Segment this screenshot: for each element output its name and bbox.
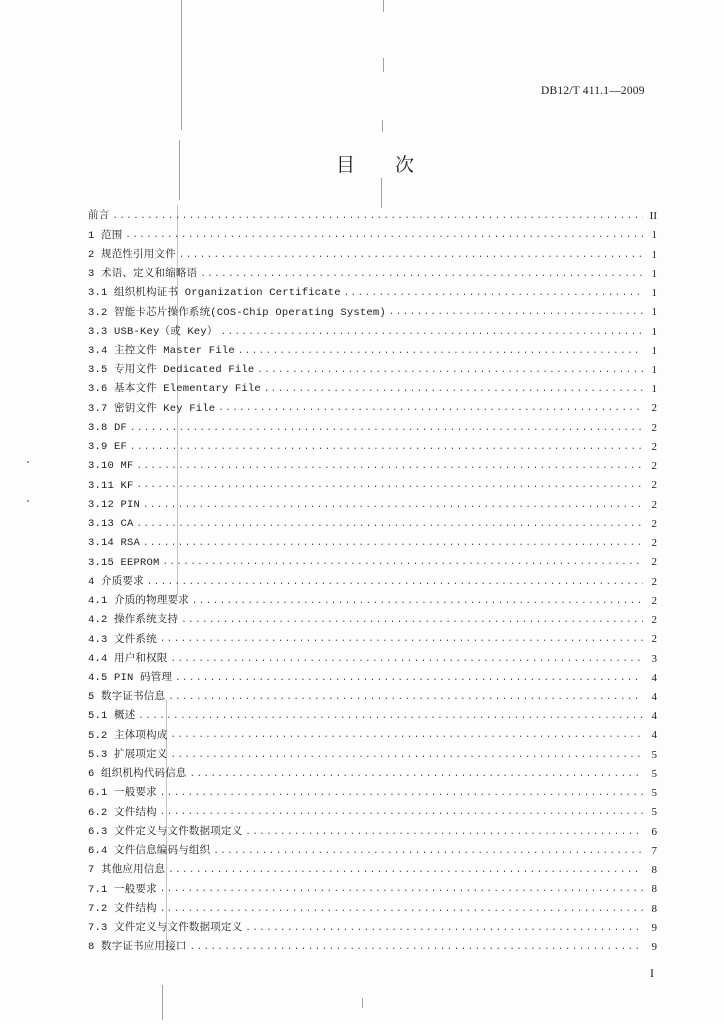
scan-artifact-line [179, 140, 180, 200]
toc-entry [88, 380, 657, 399]
dot-leader [344, 289, 643, 298]
toc-entry-label: 3.10 MF [88, 460, 134, 473]
toc-entry-label: 3.2 智能卡芯片操作系统(COS-Chip Operating System) [88, 306, 386, 319]
toc-entry [88, 265, 657, 284]
toc-entry-page: 9 [651, 941, 657, 954]
page-title: 目 次 [336, 154, 415, 176]
toc-entry [88, 938, 657, 957]
dot-leader [245, 828, 643, 837]
toc-entry-page: 1 [651, 344, 657, 357]
toc-entry [88, 476, 657, 495]
toc-entry-label: 4.1 介质的物理要求 [88, 595, 189, 608]
toc-entry [88, 649, 657, 668]
toc-entry-label: 3.7 密钥文件 Key File [88, 402, 216, 415]
toc-entry-label: 3.6 基本文件 Elementary File [88, 383, 261, 396]
toc-entry-page: 2 [651, 614, 657, 627]
toc-entry-page: 2 [651, 479, 657, 492]
toc-entry-label: 3.3 USB-Key（或 Key） [88, 325, 218, 338]
toc-entry-label: 3.15 EEPROM [88, 556, 160, 569]
dot-leader [143, 539, 643, 548]
toc-entry-label: 前言 [88, 210, 110, 223]
scan-artifact-dot [27, 500, 29, 502]
dot-leader [112, 212, 643, 221]
dot-leader [213, 847, 643, 856]
toc-entry-label: 7.3 文件定义与文件数据项定义 [88, 922, 243, 935]
toc-entry [88, 592, 657, 611]
toc-entry-label: 5.3 扩展项定义 [88, 748, 168, 761]
toc-entry-label: 3.1 组织机构证书 Organization Certificate [88, 287, 341, 300]
toc-entry-page: 2 [651, 594, 657, 607]
toc-entry-page: 5 [651, 748, 657, 761]
toc-entry [88, 784, 657, 803]
toc-entry-label: 3.14 RSA [88, 537, 141, 550]
dot-leader [143, 501, 643, 510]
dot-leader [137, 481, 643, 490]
toc-entry [88, 842, 657, 861]
toc-entry [88, 669, 657, 688]
toc-entry-label: 6.3 文件定义与文件数据项定义 [88, 825, 243, 838]
toc-entry-label: 3 术语、定义和缩略语 [88, 268, 198, 281]
toc-entry-label: 4.2 操作系统支持 [88, 614, 179, 627]
toc-entry-page: II [649, 210, 657, 223]
dot-leader [181, 616, 643, 625]
toc-entry [88, 399, 657, 418]
toc-entry-label: 8 数字证书应用接口 [88, 941, 187, 954]
toc-entry-label: 4 介质要求 [88, 575, 144, 588]
toc-entry [88, 611, 657, 630]
toc-entry-page: 6 [651, 825, 657, 838]
scan-artifact-line [362, 998, 363, 1008]
toc-entry-page: 2 [651, 556, 657, 569]
scan-artifact-dot [27, 461, 29, 463]
toc-entry-page: 1 [651, 306, 657, 319]
toc-entry-page: 4 [651, 710, 657, 723]
toc-entry-page: 2 [651, 421, 657, 434]
toc-entry-label: 3.8 DF [88, 421, 128, 434]
toc-entry-label: 4.5 PIN 码管理 [88, 671, 173, 684]
toc-entry-label: 3.4 主控文件 Master File [88, 345, 235, 357]
toc-entry [88, 880, 657, 899]
dot-leader [130, 424, 643, 433]
toc-entry-page: 1 [651, 248, 657, 261]
toc-entry-label: 7.2 文件结构 [88, 902, 157, 915]
toc-entry-label: 5.2 主体项构成 [88, 729, 168, 742]
toc-entry [88, 226, 657, 245]
toc-entry-page: 5 [651, 767, 657, 780]
dot-leader [218, 404, 643, 413]
toc-entry [88, 688, 657, 707]
toc-entry [88, 438, 657, 457]
dot-leader [257, 366, 643, 375]
dot-leader [168, 693, 643, 702]
toc-entry-page: 4 [651, 671, 657, 684]
toc-entry-page: 1 [651, 267, 657, 280]
dot-leader [192, 597, 643, 606]
toc-entry [88, 919, 657, 938]
footer-page-number: I [650, 966, 654, 980]
toc-entry-page: 2 [651, 517, 657, 530]
toc-entry [88, 207, 657, 226]
toc-entry [88, 899, 657, 918]
dot-leader [389, 308, 643, 317]
toc-entry [88, 534, 657, 553]
dot-leader [245, 924, 643, 933]
toc-entry [88, 361, 657, 380]
toc-entry-page: 1 [651, 383, 657, 396]
toc-entry-label: 2 规范性引用文件 [88, 248, 176, 261]
dot-leader [171, 655, 643, 664]
scan-artifact-line [383, 58, 384, 72]
toc-entry-label: 6.1 一般要求 [88, 787, 157, 800]
toc-entry-page: 2 [651, 537, 657, 550]
dot-leader [168, 866, 643, 875]
dot-leader [137, 520, 643, 529]
dot-leader [125, 231, 643, 240]
table-of-contents [88, 207, 657, 957]
toc-entry-label: 4.3 文件系统 [88, 633, 157, 646]
dot-leader [147, 578, 643, 587]
toc-entry [88, 496, 657, 515]
dot-leader [137, 462, 643, 471]
toc-entry-label: 3.5 专用文件 Dedicated File [88, 364, 255, 377]
toc-entry [88, 284, 657, 303]
toc-entry-page: 5 [651, 806, 657, 819]
toc-entry [88, 861, 657, 880]
toc-entry-page: 2 [651, 440, 657, 453]
toc-entry [88, 707, 657, 726]
toc-entry-page: 1 [651, 229, 657, 242]
scan-artifact-line [181, 0, 182, 130]
toc-entry [88, 457, 657, 476]
toc-entry-label: 6.2 文件结构 [88, 806, 157, 819]
dot-leader [200, 270, 643, 279]
toc-entry [88, 245, 657, 264]
toc-entry-label: 1 范围 [88, 229, 123, 242]
toc-entry [88, 515, 657, 534]
toc-entry-page: 7 [651, 844, 657, 857]
toc-entry-page: 2 [651, 633, 657, 646]
dot-leader [238, 347, 643, 356]
toc-entry-page: 4 [651, 690, 657, 703]
toc-entry-label: 6.4 文件信息编码与组织 [88, 845, 211, 858]
toc-entry [88, 726, 657, 745]
dot-leader [190, 943, 643, 952]
scan-artifact-line [381, 178, 382, 208]
toc-entry-page: 4 [651, 729, 657, 742]
toc-entry-label: 3.13 CA [88, 518, 134, 531]
toc-entry-page: 9 [651, 921, 657, 934]
dot-leader [221, 328, 643, 337]
toc-entry-page: 8 [651, 883, 657, 896]
toc-entry-page: 1 [651, 363, 657, 376]
toc-entry-page: 8 [651, 864, 657, 877]
scan-artifact-line [382, 120, 383, 132]
dot-leader [163, 558, 643, 567]
toc-entry-label: 5.1 概述 [88, 710, 136, 723]
toc-entry-label: 7 其他应用信息 [88, 864, 166, 877]
dot-leader [160, 885, 643, 894]
dot-leader [179, 251, 643, 260]
toc-entry-label: 4.4 用户和权限 [88, 652, 168, 665]
dot-leader [171, 751, 643, 760]
toc-entry [88, 419, 657, 438]
toc-entry-page: 2 [651, 575, 657, 588]
toc-entry-page: 2 [651, 460, 657, 473]
toc-entry [88, 553, 657, 572]
dot-leader [175, 674, 643, 683]
dot-leader [190, 770, 643, 779]
toc-entry-page: 3 [651, 652, 657, 665]
dot-leader [171, 731, 643, 740]
toc-entry [88, 765, 657, 784]
toc-entry-page: 2 [651, 498, 657, 511]
toc-entry-page: 2 [651, 402, 657, 415]
dot-leader [138, 712, 643, 721]
toc-entry [88, 746, 657, 765]
toc-entry-page: 5 [651, 787, 657, 800]
toc-entry-label: 3.12 PIN [88, 498, 141, 511]
toc-entry [88, 823, 657, 842]
toc-entry-label: 3.9 EF [88, 441, 128, 454]
toc-entry-label: 7.1 一般要求 [88, 883, 157, 896]
dot-leader [160, 905, 643, 914]
scan-artifact-line [162, 985, 163, 1020]
dot-leader [160, 808, 643, 817]
toc-entry-label: 5 数字证书信息 [88, 691, 166, 704]
toc-entry [88, 342, 657, 361]
toc-entry-label: 3.11 KF [88, 479, 134, 492]
toc-entry-page: 8 [651, 902, 657, 915]
scan-artifact-line [383, 0, 384, 12]
dot-leader [264, 385, 643, 394]
toc-entry-page: 1 [651, 287, 657, 300]
toc-entry-label: 6 组织机构代码信息 [88, 768, 187, 781]
dot-leader [160, 789, 643, 798]
document-code: DB12/T 411.1—2009 [541, 85, 645, 97]
dot-leader [160, 635, 643, 644]
toc-entry [88, 572, 657, 591]
toc-entry [88, 803, 657, 822]
toc-entry-page: 1 [651, 325, 657, 338]
dot-leader [130, 443, 643, 452]
toc-entry [88, 630, 657, 649]
toc-entry [88, 322, 657, 341]
toc-entry [88, 303, 657, 322]
